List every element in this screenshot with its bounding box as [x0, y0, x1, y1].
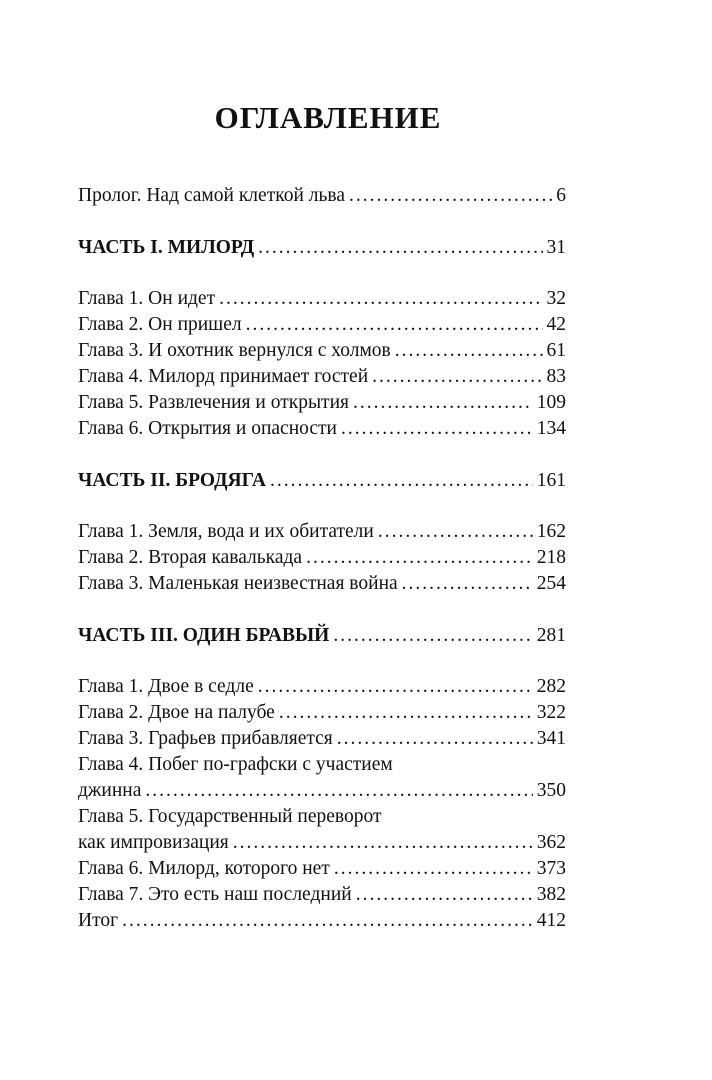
entry-label: Глава 2. Вторая кавалькада	[78, 547, 303, 568]
toc-entry-epilogue	[78, 908, 566, 934]
entry-label: Глава 3. И охотник вернулся с холмов	[78, 340, 391, 361]
entry-label: Глава 6. Милорд, которого нет	[78, 858, 330, 879]
dot-leader	[356, 882, 533, 908]
dot-leader	[372, 364, 542, 390]
entry-label: Глава 7. Это есть наш последний	[78, 884, 352, 905]
entry-label-line1: Глава 4. Побег по-графски с участием	[78, 754, 393, 775]
entry-page-number: 218	[536, 547, 566, 568]
entry-page-number: 282	[536, 676, 566, 697]
dot-leader	[334, 856, 533, 882]
entry-page-number: 83	[546, 366, 566, 387]
entry-label: Глава 1. Он идет	[78, 288, 216, 309]
entry-page-number: 322	[536, 702, 566, 723]
dot-leader	[279, 700, 533, 726]
page-title: ОГЛАВЛЕНИЕ	[214, 100, 442, 135]
entry-page-number: 350	[536, 780, 566, 801]
entry-page-number: 341	[536, 728, 566, 749]
toc-entry	[78, 726, 566, 752]
dot-leader	[353, 390, 533, 416]
toc-part-1	[78, 235, 566, 261]
toc-entry	[78, 286, 566, 312]
dot-leader	[233, 830, 533, 856]
dot-leader	[333, 623, 532, 649]
part-label: ЧАСТЬ II. БРОДЯГА	[78, 470, 266, 491]
entry-page-number: 61	[546, 340, 566, 361]
dot-leader	[337, 726, 533, 752]
entry-label: Итог	[78, 910, 119, 931]
toc-entry	[78, 312, 566, 338]
entry-label: Глава 1. Двое в седле	[78, 676, 254, 697]
entry-page-number: 109	[536, 392, 566, 413]
entry-page-number: 162	[536, 521, 566, 542]
entry-label-line2: как импровизация	[78, 832, 229, 853]
table-of-contents	[78, 183, 566, 934]
dot-leader	[270, 468, 533, 494]
dot-leader	[341, 416, 533, 442]
toc-entry-prologue	[78, 183, 566, 209]
toc-part-2	[78, 468, 566, 494]
part-label: ЧАСТЬ III. ОДИН БРАВЫЙ	[78, 625, 330, 646]
toc-entry	[78, 674, 566, 700]
entry-label: Глава 2. Он пришел	[78, 314, 242, 335]
toc-entry	[78, 545, 566, 571]
toc-entry	[78, 338, 566, 364]
dot-leader	[306, 545, 533, 571]
entry-page-number: 373	[536, 858, 566, 879]
entry-label: Глава 3. Маленькая неизвестная война	[78, 573, 398, 594]
dot-leader	[219, 286, 542, 312]
dot-leader	[378, 519, 533, 545]
entry-label: Глава 4. Милорд принимает гостей	[78, 366, 369, 387]
entry-page-number: 254	[536, 573, 566, 594]
dot-leader	[395, 338, 543, 364]
part-label: ЧАСТЬ I. МИЛОРД	[78, 237, 255, 258]
toc-entry	[78, 700, 566, 726]
entry-label: Глава 5. Развлечения и открытия	[78, 392, 349, 413]
entry-label-line2: джинна	[78, 780, 142, 801]
entry-page-number: 382	[536, 884, 566, 905]
part-page-number: 161	[536, 470, 566, 491]
dot-leader	[258, 674, 533, 700]
entry-label: Пролог. Над самой клеткой льва	[78, 185, 345, 206]
entry-page-number: 134	[536, 418, 566, 439]
toc-entry	[78, 390, 566, 416]
toc-part-3	[78, 623, 566, 649]
dot-leader	[145, 778, 532, 804]
entry-page-number: 42	[546, 314, 566, 335]
dot-leader	[402, 571, 533, 597]
entry-label: Глава 2. Двое на палубе	[78, 702, 275, 723]
entry-label: Глава 1. Земля, вода и их обитатели	[78, 521, 374, 542]
entry-label-line1: Глава 5. Государственный переворот	[78, 806, 382, 827]
toc-entry	[78, 882, 566, 908]
dot-leader	[258, 235, 542, 261]
toc-entry	[78, 856, 566, 882]
dot-leader	[246, 312, 543, 338]
toc-entry	[78, 830, 566, 856]
entry-page-number: 32	[546, 288, 566, 309]
dot-leader	[349, 183, 552, 209]
entry-label: Глава 6. Открытия и опасности	[78, 418, 337, 439]
toc-entry	[78, 519, 566, 545]
part-page-number: 281	[536, 625, 566, 646]
toc-entry	[78, 778, 566, 804]
toc-entry	[78, 571, 566, 597]
entry-page-number: 6	[556, 185, 566, 206]
dot-leader	[122, 908, 533, 934]
entry-page-number: 412	[536, 910, 566, 931]
entry-page-number: 362	[536, 832, 566, 853]
part-page-number: 31	[546, 237, 566, 258]
entry-label: Глава 3. Графьев прибавляется	[78, 728, 333, 749]
toc-entry	[78, 416, 566, 442]
toc-entry	[78, 364, 566, 390]
